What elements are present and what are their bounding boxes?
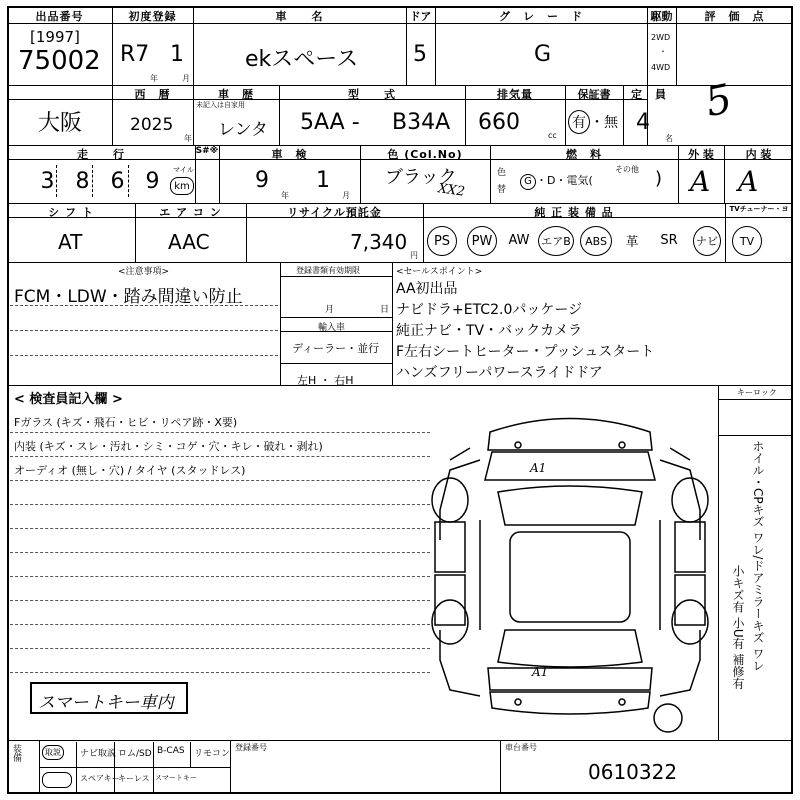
damage-mark-rear: A1 — [532, 665, 549, 679]
equip-leather: 革 — [625, 234, 639, 250]
grid-line — [718, 435, 793, 436]
front-marker — [515, 442, 521, 448]
capacity-unit: 名 — [665, 134, 673, 143]
history-label: 車 歴 — [218, 88, 254, 101]
digit-divider — [92, 165, 93, 197]
acc-smart-key: スマートキー — [155, 774, 197, 782]
aircon-label: エ ア コ ン — [159, 206, 222, 219]
grid-line — [7, 740, 793, 741]
car-name-label: 車 名 — [275, 10, 324, 23]
shift-value: AT — [58, 230, 83, 254]
equip-ps: PS — [427, 226, 457, 256]
dotted-rule — [10, 330, 278, 331]
acc-remote: リモコン — [194, 749, 231, 759]
grid-line — [7, 262, 793, 263]
inspector-label: < 検査員記入欄 > — [14, 392, 123, 407]
reg-doc-label: 登録書類有効期限 — [296, 266, 360, 275]
mileage-digit: 3 — [40, 168, 55, 194]
grid-line — [718, 399, 793, 400]
sales-points — [396, 279, 654, 384]
fuel-options: G ・D・電気( — [520, 172, 593, 190]
grid-line — [500, 740, 501, 794]
import-label: 輸入車 — [318, 323, 346, 333]
displacement-value: 660 — [478, 110, 520, 135]
fuel-electric: ・電気( — [555, 174, 593, 187]
damage-mark-front: A1 — [530, 461, 547, 475]
fuel-gas: G — [520, 174, 536, 190]
equip-pw: PW — [467, 226, 497, 256]
equip-tv: TV — [732, 226, 762, 256]
frame-no-label: 車台番号 — [505, 743, 537, 752]
digit-divider — [128, 165, 129, 197]
mileage-digit: 6 — [110, 168, 125, 194]
grid-line — [114, 742, 115, 794]
recycle-value: 7,340 — [350, 230, 408, 254]
dotted-rule — [10, 672, 430, 673]
left-front-tire — [432, 478, 468, 522]
model-value: B34A — [392, 110, 451, 135]
first-reg-era-year: R7 — [120, 42, 150, 67]
inspection-month: 1 — [316, 168, 330, 193]
tv-tuner-label: TVチューナー・ヨ — [729, 205, 789, 213]
dotted-rule — [10, 552, 430, 553]
sales-point: 純正ナビ・TV・バックカメラ — [396, 323, 583, 339]
equipment-label: 純 正 装 備 品 — [534, 206, 614, 219]
rear-marker — [619, 699, 625, 705]
warranty-dot: ・ — [590, 115, 604, 131]
score-value: 5 — [701, 75, 736, 127]
aircon-value: AAC — [168, 230, 210, 254]
accessories-label: 装備 — [11, 744, 21, 762]
model-prefix: 5AA - — [300, 110, 360, 135]
acc-bcas: B-CAS — [157, 746, 185, 756]
digit-divider — [56, 165, 57, 197]
left-mirror — [450, 448, 470, 460]
import-value: ディーラー・並行 — [292, 342, 380, 355]
dotted-rule — [10, 648, 430, 649]
inspector-line-interior: 内装 (キズ・スレ・汚れ・シミ・コゲ・穴・キレ・破れ・剥れ) — [14, 440, 323, 453]
color-code: XX2 — [437, 181, 466, 200]
displacement-label: 排気量 — [497, 88, 533, 101]
history-value: レンタ — [218, 120, 268, 140]
first-reg-month-unit: 月 — [182, 74, 190, 83]
mileage-digit: 9 — [145, 168, 160, 194]
grid-line — [280, 276, 392, 277]
dotted-rule — [10, 480, 430, 481]
spare-tire — [654, 704, 682, 732]
steering-left: 左H — [297, 374, 317, 387]
grid-line — [280, 317, 392, 318]
dotted-rule — [10, 504, 430, 505]
left-rear-tire — [432, 600, 468, 644]
lot-no-label: 出品番号 — [35, 10, 84, 23]
sales-point: ハンズフリーパワースライドドア — [396, 365, 603, 381]
drive-2wd: 2WD — [651, 33, 671, 42]
reg-no-label: 登録番号 — [235, 743, 267, 752]
exterior-label: 外 装 — [688, 148, 714, 161]
dotted-rule — [10, 432, 430, 433]
inspection-year-unit: 年 — [281, 191, 289, 200]
lot-year: [1997] — [30, 28, 80, 46]
exterior-value: A — [690, 165, 711, 198]
capacity-value: 4 — [636, 110, 650, 135]
frame-no: 0610322 — [588, 760, 678, 784]
car-name: ekスペース — [245, 47, 359, 72]
history-note: 未記入は自家用 — [196, 101, 245, 109]
first-reg-year-unit: 年 — [150, 74, 158, 83]
warranty-label: 保証書 — [577, 88, 611, 101]
handwritten-note — [30, 682, 188, 714]
grade-value: G — [534, 42, 552, 67]
acc-manual: 取説 — [42, 745, 64, 760]
warranty-yes: 有 — [568, 110, 590, 134]
mileage-digit: 8 — [75, 168, 90, 194]
fuel-other-label: その他 — [615, 165, 639, 174]
region: 大阪 — [38, 111, 83, 136]
caution-label: <注意事項> — [118, 267, 170, 277]
inspector-line-glass: Fガラス (キズ・飛石・ヒビ・リペア跡・X要) — [14, 416, 238, 429]
left-front-fender — [440, 460, 480, 540]
hood — [485, 452, 655, 480]
grid-line — [280, 262, 281, 385]
dotted-rule — [10, 355, 278, 356]
inspection-label: 車 検 — [271, 148, 308, 161]
grid-line — [76, 742, 77, 794]
roof — [510, 532, 630, 622]
acc-number-plate — [42, 772, 72, 788]
sales-point: F左右シートヒーター・プッシュスタート — [396, 344, 655, 360]
caution-text: FCM・LDW・踏み間違い防止 — [14, 287, 243, 307]
sales-label: <セールスポイント> — [396, 267, 483, 277]
steering-options — [297, 372, 354, 388]
mileage-unit-mile: マイル — [173, 166, 194, 174]
trunk — [488, 668, 652, 690]
lot-number: 75002 — [18, 46, 101, 76]
western-year: 2025 — [130, 115, 174, 135]
mileage-label: 走 行 — [77, 148, 125, 161]
dotted-rule — [10, 528, 430, 529]
recycle-label: リサイクル預託金 — [287, 206, 382, 219]
windshield — [498, 486, 642, 525]
fuel-close: ) — [655, 168, 663, 189]
right-front-tire — [672, 478, 708, 522]
first-reg-month: 1 — [170, 42, 184, 67]
color-change-label-1: 色 — [497, 168, 507, 178]
warranty-options — [568, 110, 618, 134]
inspection-year: 9 — [255, 168, 269, 193]
equip-aw: AW — [508, 232, 530, 248]
right-mirror — [670, 448, 690, 460]
drive-label: 駆動 — [650, 10, 673, 23]
doors-value: 5 — [413, 42, 427, 67]
grid-line — [7, 385, 793, 386]
interior-label: 内 装 — [745, 148, 772, 161]
displacement-unit: cc — [548, 131, 557, 140]
rear-bumper — [490, 692, 650, 714]
western-year-unit: 年 — [184, 134, 192, 143]
side-note-wheel: ホイル・CPキズ ワレ/ドアミラーキズ ワレ — [751, 440, 765, 672]
front-marker — [619, 442, 625, 448]
acc-rom-sd: ロム/SD — [118, 749, 152, 759]
drive-4wd: 4WD — [651, 63, 671, 72]
sales-point: AA初出品 — [396, 281, 458, 297]
fuel-diesel: D — [547, 174, 556, 187]
car-damage-diagram — [420, 400, 720, 740]
first-reg-label: 初度登録 — [128, 10, 177, 23]
right-rear-tire — [672, 600, 708, 644]
inspection-month-unit: 月 — [342, 191, 350, 200]
grid-line — [112, 6, 113, 145]
s-mark-label: S#※ — [195, 146, 219, 156]
rear-window — [498, 630, 642, 667]
dotted-rule — [10, 456, 430, 457]
mileage-digits — [30, 163, 170, 199]
acc-spare-key: スペアキー — [80, 774, 120, 783]
reg-doc-day: 日 — [380, 305, 390, 315]
dotted-rule — [10, 624, 430, 625]
reg-doc-month: 月 — [325, 305, 335, 315]
score-label: 評 価 点 — [704, 10, 765, 23]
equip-navi: ナビ — [693, 226, 721, 256]
acc-navi-manual: ナビ取説 — [80, 749, 117, 759]
color-label: 色 (Col.No) — [387, 148, 463, 161]
grade-label: グ レ ー ド — [499, 10, 583, 23]
side-note-scratch: 小キズ有 小U有 補修有 — [731, 565, 745, 690]
grid-line — [392, 262, 393, 385]
fuel-label: 燃 料 — [566, 148, 602, 161]
color-change-label-2: 替 — [497, 185, 507, 195]
grid-line — [280, 363, 392, 364]
front-bumper — [488, 419, 652, 451]
acc-keyless: キーレス — [118, 774, 150, 783]
dotted-rule — [10, 576, 430, 577]
grid-line — [39, 767, 230, 768]
model-label: 型 式 — [348, 88, 396, 101]
western-year-label: 西 暦 — [134, 88, 171, 101]
shift-label: シ フ ト — [48, 206, 94, 219]
dotted-rule — [10, 600, 430, 601]
warranty-no: 無 — [604, 115, 618, 131]
grid-line — [190, 742, 191, 767]
keylock-label: キーロック — [737, 388, 777, 397]
interior-value: A — [738, 165, 759, 198]
drive-dot: ・ — [659, 47, 667, 56]
handwritten-note-text: スマートキー車内 — [38, 693, 174, 713]
rear-marker — [515, 699, 521, 705]
steering-right: 右H — [334, 374, 354, 387]
doors-label: ドア — [409, 10, 432, 23]
right-front-fender — [660, 460, 700, 540]
color-value: ブラック — [385, 167, 457, 188]
mileage-unit-km: km — [170, 177, 194, 195]
equip-abs: ABS — [580, 226, 612, 256]
capacity-label: 定 員 — [631, 88, 667, 101]
grid-line — [230, 740, 231, 794]
equip-airbag: エアB — [538, 226, 574, 256]
sales-point: ナビドラ+ETC2.0パッケージ — [396, 302, 583, 318]
recycle-unit: 円 — [410, 251, 418, 260]
equip-sunroof: SR — [660, 232, 678, 248]
steering-sep: ・ — [319, 374, 331, 387]
dotted-rule — [10, 305, 278, 306]
grid-line — [153, 742, 154, 794]
inspector-line-audio: オーディオ (無し・穴) / タイヤ (スタッドレス) — [14, 464, 246, 477]
